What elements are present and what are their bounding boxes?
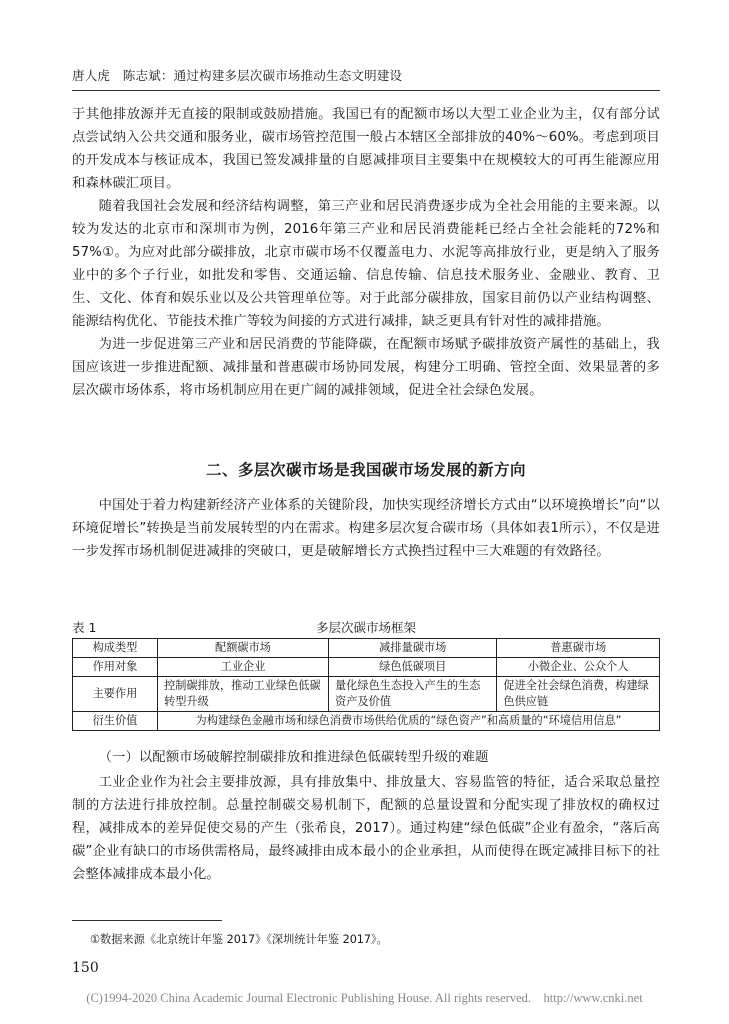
table-row [73, 658, 660, 677]
paragraph: 于其他排放源并无直接的限制或鼓励措施。我国已有的配额市场以大型工业企业为主，仅有部分试点尝试纳入公共交通和服务业，碳市场管控范围一般占本辖区全部排放的40%～60%。考虑到项目的开发成本与核证成本，我国已签发减排量的自愿减排项目主要集中在规模较大的可再生能源应用和森林碳汇项目。 [72, 107, 660, 191]
footnote-divider [72, 920, 222, 921]
table-cell: 为构建绿色金融市场和绿色消费市场供给优质的“绿色资产”和高质量的“环境信用信息” [158, 712, 660, 731]
paragraph: 随着我国社会发展和经济结构调整，第三产业和居民消费逐步成为全社会用能的主要来源。以较为发达的北京市和深圳市为例，2016年第三产业和居民消费能耗已经占全社会能耗的72%和57%①。为应对此部分碳排放，北京市碳市场不仅覆盖电力、水泥等高排放行业，更是纳入了服务业中的多个子行业，如批发和零售、交通运输、信息传输、信息技术服务业、金融业、教育、卫生、文化、体育和娱乐业以及公共管理单位等。对于此部分碳排放，国家目前仍以产业结构调整、能源结构优化、节能技术推广等较为间接的方式进行减排，缺乏更具有针对性的减排措施。 [72, 199, 660, 329]
running-header: 唐人虎 陈志斌：通过构建多层次碳市场推动生态文明建设 [72, 68, 403, 83]
body-block-bottom [72, 771, 660, 886]
paragraph: 中国处于着力构建新经济产业体系的关键阶段，加快实现经济增长方式由“以环境换增长”向“以环境促增长”转换是当前发展转型的内在需求。构建多层次复合碳市场（具体如表1所示），不仅是进一步发挥市场机制促进减排的突破口，更是破解增长方式换挡过程中三大难题的有效路径。 [72, 498, 660, 559]
paragraph: 工业企业作为社会主要排放源，具有排放集中、排放量大、容易监管的特征，适合采取总量控制的方法进行排放控制。总量控制碳交易机制下，配额的总量设置和分配实现了排放权的确权过程，减排成本的差异促使交易的产生（张希良，2017）。通过构建“绿色低碳”企业有盈余，“落后高碳”企业有缺口的市场供需格局，最终减排由成本最小的企业承担，从而使得在既定减排目标下的社会整体减排成本最小化。 [72, 775, 660, 882]
table-row-head: 主要作用 [73, 677, 158, 712]
footnote: ①数据来源《北京统计年鉴 2017》《深圳统计年鉴 2017》。 [90, 933, 388, 946]
table-header-cell: 普惠碳市场 [497, 639, 660, 658]
body-block-mid [72, 494, 660, 563]
carbon-market-framework-table [72, 638, 660, 731]
body-block-top [72, 103, 660, 402]
table-header-cell: 配额碳市场 [158, 639, 329, 658]
page-number: 150 [72, 960, 99, 976]
table-title: 多层次碳市场框架 [315, 620, 416, 635]
paragraph: 为进一步促进第三产业和居民消费的节能降碳，在配额市场赋予碳排放资产属性的基础上，我国应该进一步推进配额、减排量和普惠碳市场协同发展，构建分工明确、管控全面、效果显著的多层次碳市场体系，将市场机制应用在更广阔的减排领域，促进全社会绿色发展。 [72, 337, 660, 398]
table-row-head: 衍生价值 [73, 712, 158, 731]
copyright-watermark: (C)1994-2020 China Academic Journal Electronic Publishing House. All rights reserved. http://www.cnki.net [86, 991, 643, 1005]
section-heading: 二、多层次碳市场是我国碳市场发展的新方向 [205, 461, 526, 479]
table-cell: 绿色低碳项目 [329, 658, 497, 677]
subsection-heading: （一）以配额市场破解控制碳排放和推进绿色低碳转型升级的难题 [98, 750, 489, 765]
table-cell: 控制碳排放，推动工业绿色低碳转型升级 [158, 677, 329, 712]
table-cell: 量化绿色生态投入产生的生态资产及价值 [329, 677, 497, 712]
table-label: 表 1 [72, 620, 97, 635]
table-row [73, 677, 660, 712]
table-header-cell: 构成类型 [73, 639, 158, 658]
table-cell: 促进全社会绿色消费，构建绿色供应链 [497, 677, 660, 712]
table-header-cell: 减排量碳市场 [329, 639, 497, 658]
header-divider [72, 90, 660, 91]
table-caption [72, 618, 660, 636]
table-row [73, 712, 660, 731]
table-row-head: 作用对象 [73, 658, 158, 677]
table-cell: 小微企业、公众个人 [497, 658, 660, 677]
table-header-row [73, 639, 660, 658]
table-cell: 工业企业 [158, 658, 329, 677]
